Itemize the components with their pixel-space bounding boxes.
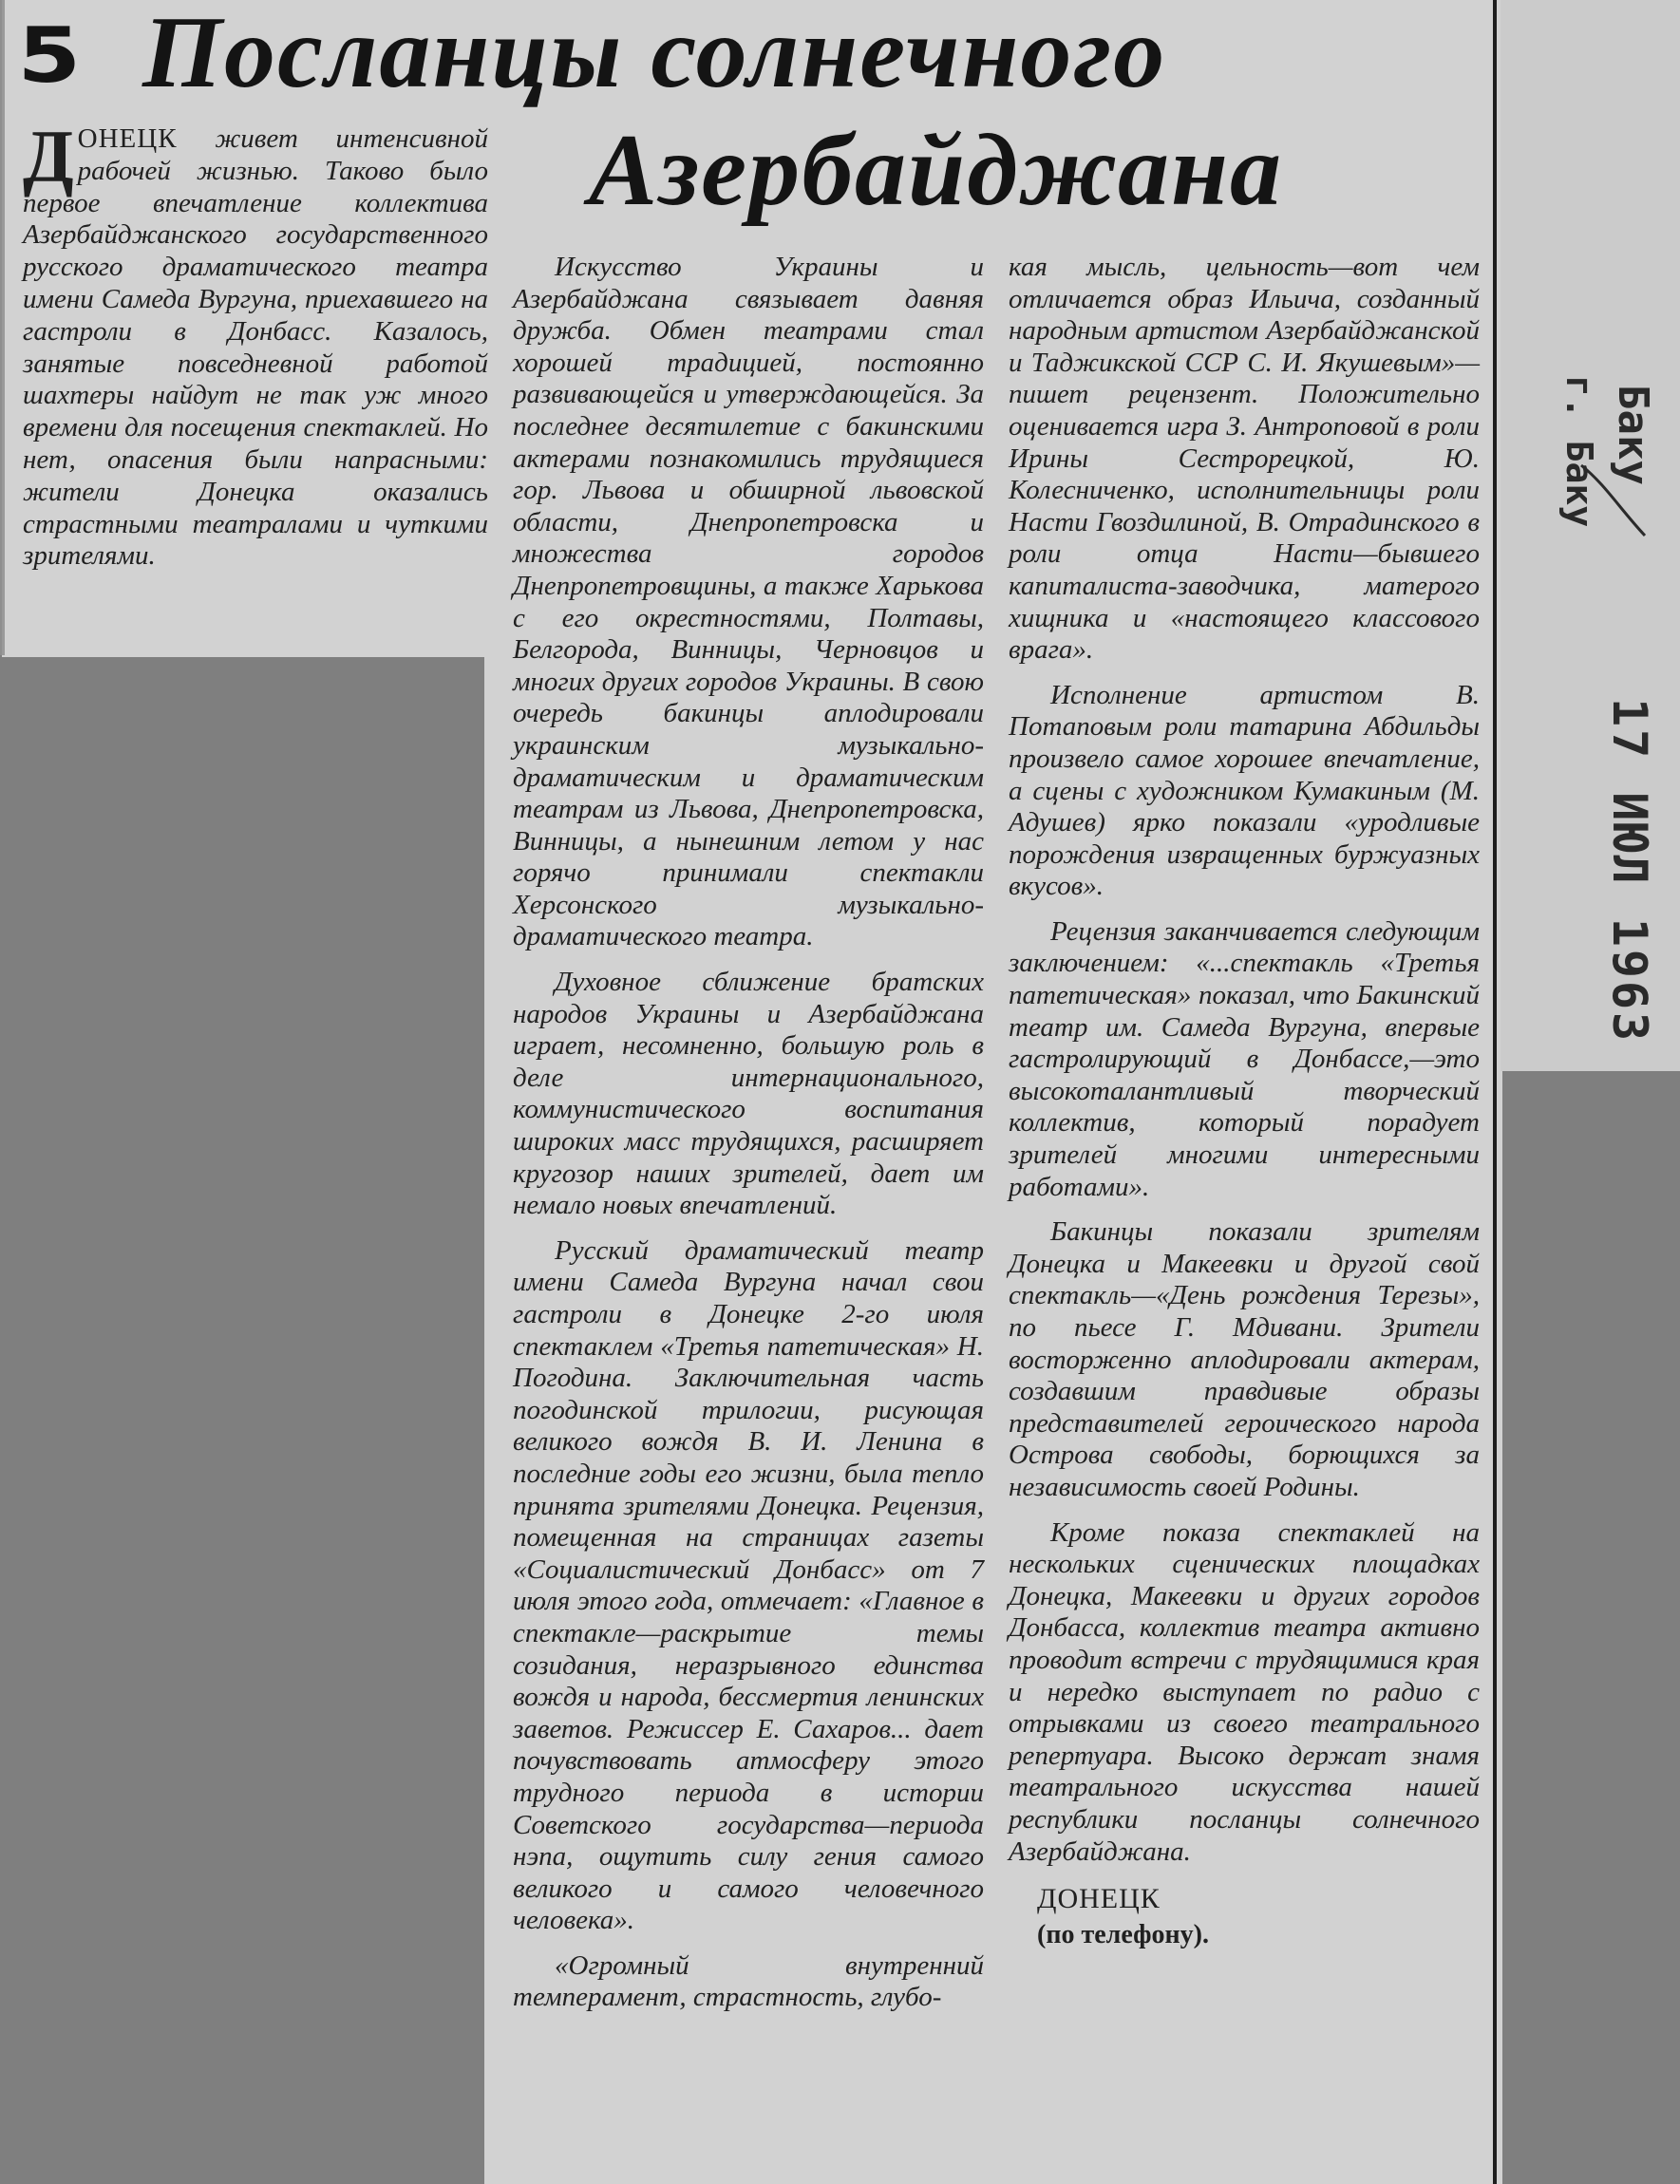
column-border-rule [1493, 0, 1497, 2184]
handwritten-number: 5 [17, 11, 82, 100]
lead-caps: ОНЕЦК [77, 123, 178, 154]
signature-city: ДОНЕЦК [1037, 1883, 1161, 1915]
stamp-date: 17 ИЮЛ 1963 [1602, 698, 1657, 1045]
headline-line-2: Азербайджана [589, 114, 1284, 227]
paragraph: Духовное сближение братских народов Украины и Азербайджана играет, несомненно, большую роль в деле интернационального, коммунистического воспитания широких масс трудящихся, расширяет кругозор наших зрителей, дает им немало новых впечатлений. [513, 967, 984, 1221]
stamp-city-2: г. Баку [1558, 375, 1600, 528]
drop-cap: Д [23, 115, 74, 198]
paragraph: «Огромный внутренний темперамент, страстность, глубо- [513, 1949, 984, 2013]
paragraph: Исполнение артистом В. Потаповым роли татарина Абдильды произвело самое хорошее впечатление, а сцены с художником Кумакиным (М. Адушев) ярко показали «уродливые порождения извращенных буржуазных вкусов». [1009, 679, 1480, 902]
lead-left-edge [2, 0, 5, 655]
lead-body: живет интенсивной рабочей жизнью. Таково было первое впечатление коллектива Азербайджанского государственного русского драматического театра имени Самеда Вургуна, приехавшего на гастроли в Донбасс. Казалось, занятые повседневной работой шахтеры найдут не так уж много времени для посещения спектаклей. Но нет, опасения были напрасными: жители Донецка оказались страстными театралами и чуткими зрителями. [23, 123, 488, 572]
paragraph: кая мысль, цельность—вот чем отличается образ Ильича, созданный народным артистом Азербайджанской и Таджикской ССР С. И. Якушевым»—пишет рецензент. Положительно оценивается игра З. Антроповой в роли Ирины Сестрорецкой, Ю. Колесниченко, исполнительницы роли Насти Гвоздилиной, В. Отрадинского в роли отца Насти—бывшего капиталиста-заводчика, матерого хищника и «настоящего классового врага». [1009, 252, 1480, 666]
signature-note: (по телефону). [1037, 1920, 1209, 1950]
paragraph: Рецензия заканчивается следующим заключением: «...спектакль «Третья патетическая» показал, что Бакинский театр им. Самеда Вургуна, впервые гастролирующий в Донбассе,—это высокоталантливый творческий коллектив, который порадует зрителей многими интересными работами». [1009, 915, 1480, 1202]
paragraph: Кроме показа спектаклей на нескольких сценических площадках Донецка, Макеевки и других городов Донбасса, коллектив театра активно проводит встречи с трудящимися края и нередко выступает по радио с отрывками из своего театрального репертуара. Высоко держат знамя театрального искусства нашей республики посланцы солнечного Азербайджана. [1009, 1516, 1480, 1867]
signature-block [1037, 1881, 1480, 1953]
paragraph: Бакинцы показали зрителям Донецка и Макеевки и другой свой спектакль—«День рождения Терезы», по пьесе Г. Мдивани. Зрители восторженно аплодировали актерам, создавшим правдивые образы представителей героического народа Острова свободы, борющихся за независимость своей Родины. [1009, 1216, 1480, 1502]
headline-line-1: Посланцы солнечного [142, 0, 1167, 109]
article-column-1 [513, 252, 984, 2027]
paragraph: Искусство Украины и Азербайджана связывает давняя дружба. Обмен театрами стал хорошей традицией, постоянно развивающейся и утверждающейся. За последнее десятилетие с бакинскими актерами познакомились трудящиеся гор. Львова и обширной львовской области, Днепропетровска и множества городов Днепропетровщины, а также Харькова с его окрестностями, Полтавы, Белгорода, Винницы, Черновцов и многих других городов Украины. В свою очередь бакинцы аплодировали украинским музыкально-драматическим и драматическим театрам из Львова, Днепропетровска, Винницы, а нынешним летом у нас горячо принимали спектакли Херсонского музыкально-драматического театра. [513, 252, 984, 952]
stamp-city-1: Баку [1609, 385, 1657, 485]
mount-background-left [0, 655, 484, 2184]
mount-background-right [1501, 1068, 1680, 2184]
article-column-2 [1009, 252, 1480, 1953]
lead-paragraph [23, 115, 488, 586]
pen-stroke-mark [1576, 456, 1652, 541]
lead-text [23, 115, 488, 573]
paragraph: Русский драматический театр имени Самеда Вургуна начал свои гастроли в Донецке 2-го июля спектаклем «Третья патетическая» Н. Погодина. Заключительная часть погодинской трилогии, рисующая великого вождя В. И. Ленина в последние годы его жизни, была тепло принята зрителями Донецка. Рецензия, помещенная на страницах газеты «Социалистический Донбасс» от 7 июля этого года, отмечает: «Главное в спектакле—раскрытие темы созидания, неразрывного единства вождя и народа, бессмертия ленинских заветов. Режиссер Е. Сахаров... дает почувствовать атмосферу этого трудного периода в истории Советского государства—периода нэпа, ощутить силу гения самого великого и самого человечного человека». [513, 1234, 984, 1936]
